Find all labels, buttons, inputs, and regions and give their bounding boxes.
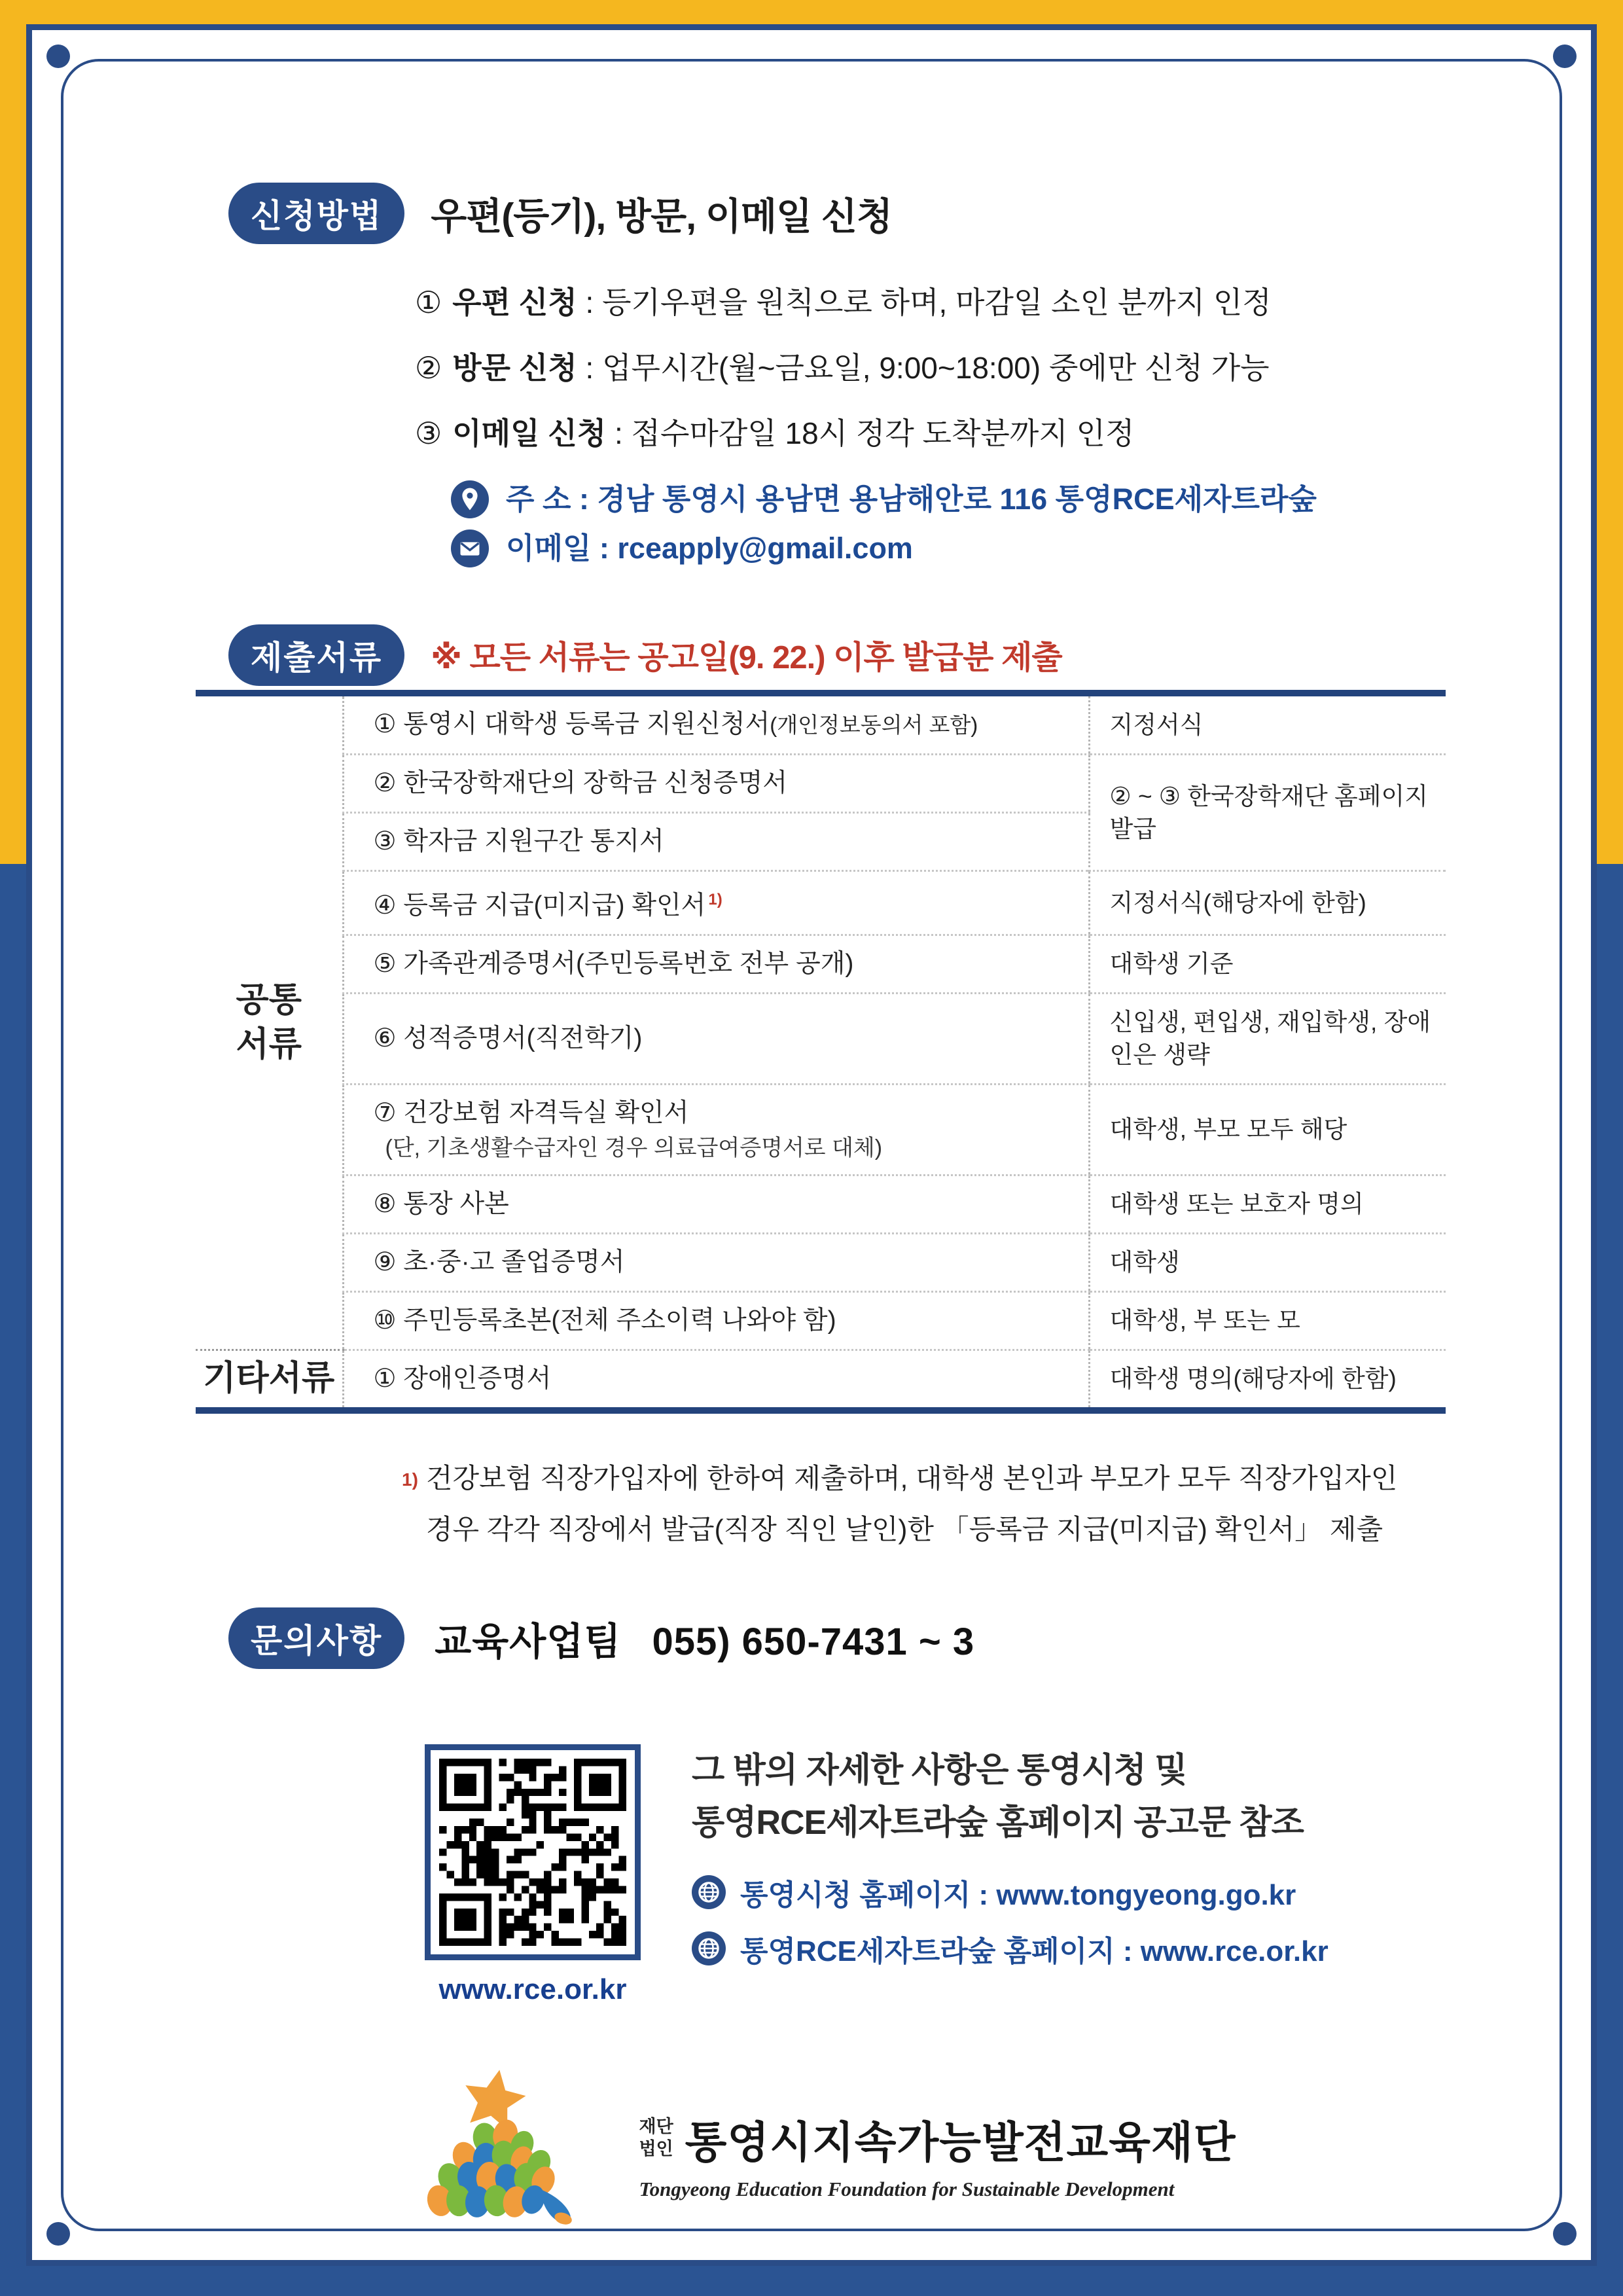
homepage-link-tongyeong — [692, 1871, 1329, 1913]
apply-method-item-visit — [415, 350, 1512, 386]
inquiry-badge: 문의사항 — [228, 1607, 404, 1669]
location-pin-icon — [451, 480, 489, 518]
document-cell: ④ 등록금 지급(미지급) 확인서 $^{1)}$ — [343, 871, 1089, 935]
inquiry-section — [228, 1607, 1591, 1669]
table-row — [196, 935, 1446, 994]
etc-documents-label: 기타서류 — [203, 1359, 335, 1398]
table-row — [196, 755, 1446, 813]
document-cell: ⑤ 가족관계증명서(주민등록번호 전부 공개) — [343, 935, 1089, 994]
table-row — [196, 871, 1446, 935]
common-documents-label — [196, 693, 343, 1350]
document-cell: ③ 학자금 지원구간 통지서 — [343, 813, 1089, 871]
homepage-globe-icon — [692, 1875, 726, 1909]
inquiry-phone: 055) 650-7431 ~ 3 — [652, 1621, 975, 1663]
item-number: ③ — [415, 416, 442, 450]
foundation-prefix: 재단 법인 — [639, 2117, 673, 2159]
item-text: : 접수마감일 18시 정각 도착분까지 인정 — [606, 416, 1135, 450]
table-row — [196, 693, 1446, 755]
poster-card — [26, 24, 1597, 2266]
more-info-text — [692, 1744, 1329, 1984]
item-label: 방문 신청 — [452, 351, 577, 385]
more-info-line: 통영RCE세자트라숲 홈페이지 공고문 참조 — [692, 1804, 1304, 1842]
requirement-cell: 대학생 기준 — [1089, 935, 1446, 994]
label-line: 공통 — [236, 980, 302, 1019]
apply-method-item-email — [415, 415, 1512, 452]
email-line — [451, 529, 1591, 567]
apply-method-title: 우편(등기), 방문, 이메일 신청 — [431, 196, 893, 238]
table-row — [196, 1234, 1446, 1292]
item-number: ② — [415, 351, 442, 385]
table-row — [196, 1292, 1446, 1350]
inquiry-team: 교육사업팀 — [435, 1621, 622, 1663]
table-row — [196, 994, 1446, 1085]
foundation-logo-icon — [387, 2065, 610, 2243]
table-row — [196, 1085, 1446, 1175]
item-number: ① — [415, 285, 442, 319]
email-text: 이메일 : rceapply@gmail.com — [506, 531, 913, 565]
inquiry-text — [435, 1611, 974, 1666]
label-line: 서류 — [236, 1025, 302, 1064]
document-cell: ① 장애인증명서 — [343, 1350, 1089, 1411]
documents-notice: ※ 모든 서류는 공고일(9. 22.) 이후 발급분 제출 — [431, 640, 1062, 675]
footnote-marker: 1) — [402, 1469, 418, 1490]
document-cell: ⑨ 초·중·고 졸업증명서 — [343, 1234, 1089, 1292]
apply-method-badge: 신청방법 — [228, 183, 404, 244]
document-cell: ⑥ 성적증명서(직전학기) — [343, 994, 1089, 1085]
document-cell: ⑦ 건강보험 자격득실 확인서 (단, 기초생활수급자인 경우 의료급여증명서로 대체) — [343, 1085, 1089, 1175]
requirement-cell: 대학생 또는 보호자 명의 — [1089, 1175, 1446, 1234]
contact-address-block — [451, 480, 1591, 567]
requirement-cell: 대학생, 부모 모두 해당 — [1089, 1085, 1446, 1175]
homepage-link-label: 통영시청 홈페이지 : www.tongyeong.go.kr — [740, 1879, 1296, 1911]
document-cell: ⑩ 주민등록초본(전체 주소이력 나와야 함) — [343, 1292, 1089, 1350]
item-label: 이메일 신청 — [452, 416, 607, 450]
table-row — [196, 1175, 1446, 1234]
item-text: : 업무시간(월~금요일, 9:00~18:00) 중에만 신청 가능 — [577, 351, 1270, 385]
foundation-name: 통영시지속가능발전교육재단 — [685, 2117, 1236, 2166]
document-cell: ⑧ 통장 사본 — [343, 1175, 1089, 1234]
apply-method-section — [228, 183, 1591, 244]
item-label: 우편 신청 — [452, 285, 577, 319]
item-text: : 등기우편을 원칙으로 하며, 마감일 소인 분까지 인정 — [577, 285, 1272, 319]
requirement-cell: 대학생 — [1089, 1234, 1446, 1292]
document-cell: ② 한국장학재단의 장학금 신청증명서 — [343, 755, 1089, 813]
envelope-icon — [451, 529, 489, 567]
qr-url-label: www.rce.or.kr — [438, 1973, 627, 2005]
table-row-etc — [196, 1350, 1446, 1411]
more-info-line: 그 밖의 자세한 사항은 통영시청 및 — [692, 1751, 1187, 1789]
address-text: 주 소 : 경남 통영시 용남면 용남해안로 116 통영RCE세자트라숲 — [506, 482, 1317, 516]
homepage-link-rce — [692, 1928, 1329, 1969]
foundation-name-english: Tongyeong Education Foundation for Sustainable Development — [639, 2177, 1175, 2200]
requirement-cell: 대학생 명의(해당자에 한함) — [1089, 1350, 1446, 1411]
requirement-cell: ② ~ ③ 한국장학재단 홈페이지발급 — [1089, 755, 1446, 871]
address-line — [451, 480, 1591, 518]
documents-section-header — [228, 624, 1591, 686]
requirement-cell: 대학생, 부 또는 모 — [1089, 1292, 1446, 1350]
footer-logo-block — [32, 2065, 1591, 2243]
requirement-cell: 지정서식(해당자에 한함) — [1089, 871, 1446, 935]
qr-block — [425, 1744, 641, 2006]
more-info-section — [425, 1744, 1591, 2006]
apply-method-item-mail — [415, 284, 1512, 321]
documents-table — [196, 690, 1446, 1414]
requirement-cell: 지정서식 — [1089, 693, 1446, 755]
homepage-links — [692, 1871, 1329, 1969]
apply-method-list — [415, 284, 1512, 452]
documents-badge: 제출서류 — [228, 624, 404, 686]
homepage-globe-icon — [692, 1931, 726, 1965]
footnote — [402, 1453, 1493, 1555]
footnote-text: 건강보험 직장가입자에 한하여 제출하며, 대학생 본인과 부모가 모두 직장가입자인 경우 각각 직장에서 발급(직장 직인 날인)한 「등록금 지급(미지급) 확인서」 제출 — [425, 1463, 1398, 1545]
homepage-link-label: 통영RCE세자트라숲 홈페이지 : www.rce.or.kr — [740, 1935, 1329, 1967]
requirement-cell: 신입생, 편입생, 재입학생, 장애인은 생략 — [1089, 994, 1446, 1085]
document-cell: ① 통영시 대학생 등록금 지원신청서(개인정보동의서 포함) — [343, 693, 1089, 755]
foundation-name-block — [639, 2108, 1236, 2201]
qr-code — [425, 1744, 641, 1960]
poster-content — [32, 30, 1591, 2243]
